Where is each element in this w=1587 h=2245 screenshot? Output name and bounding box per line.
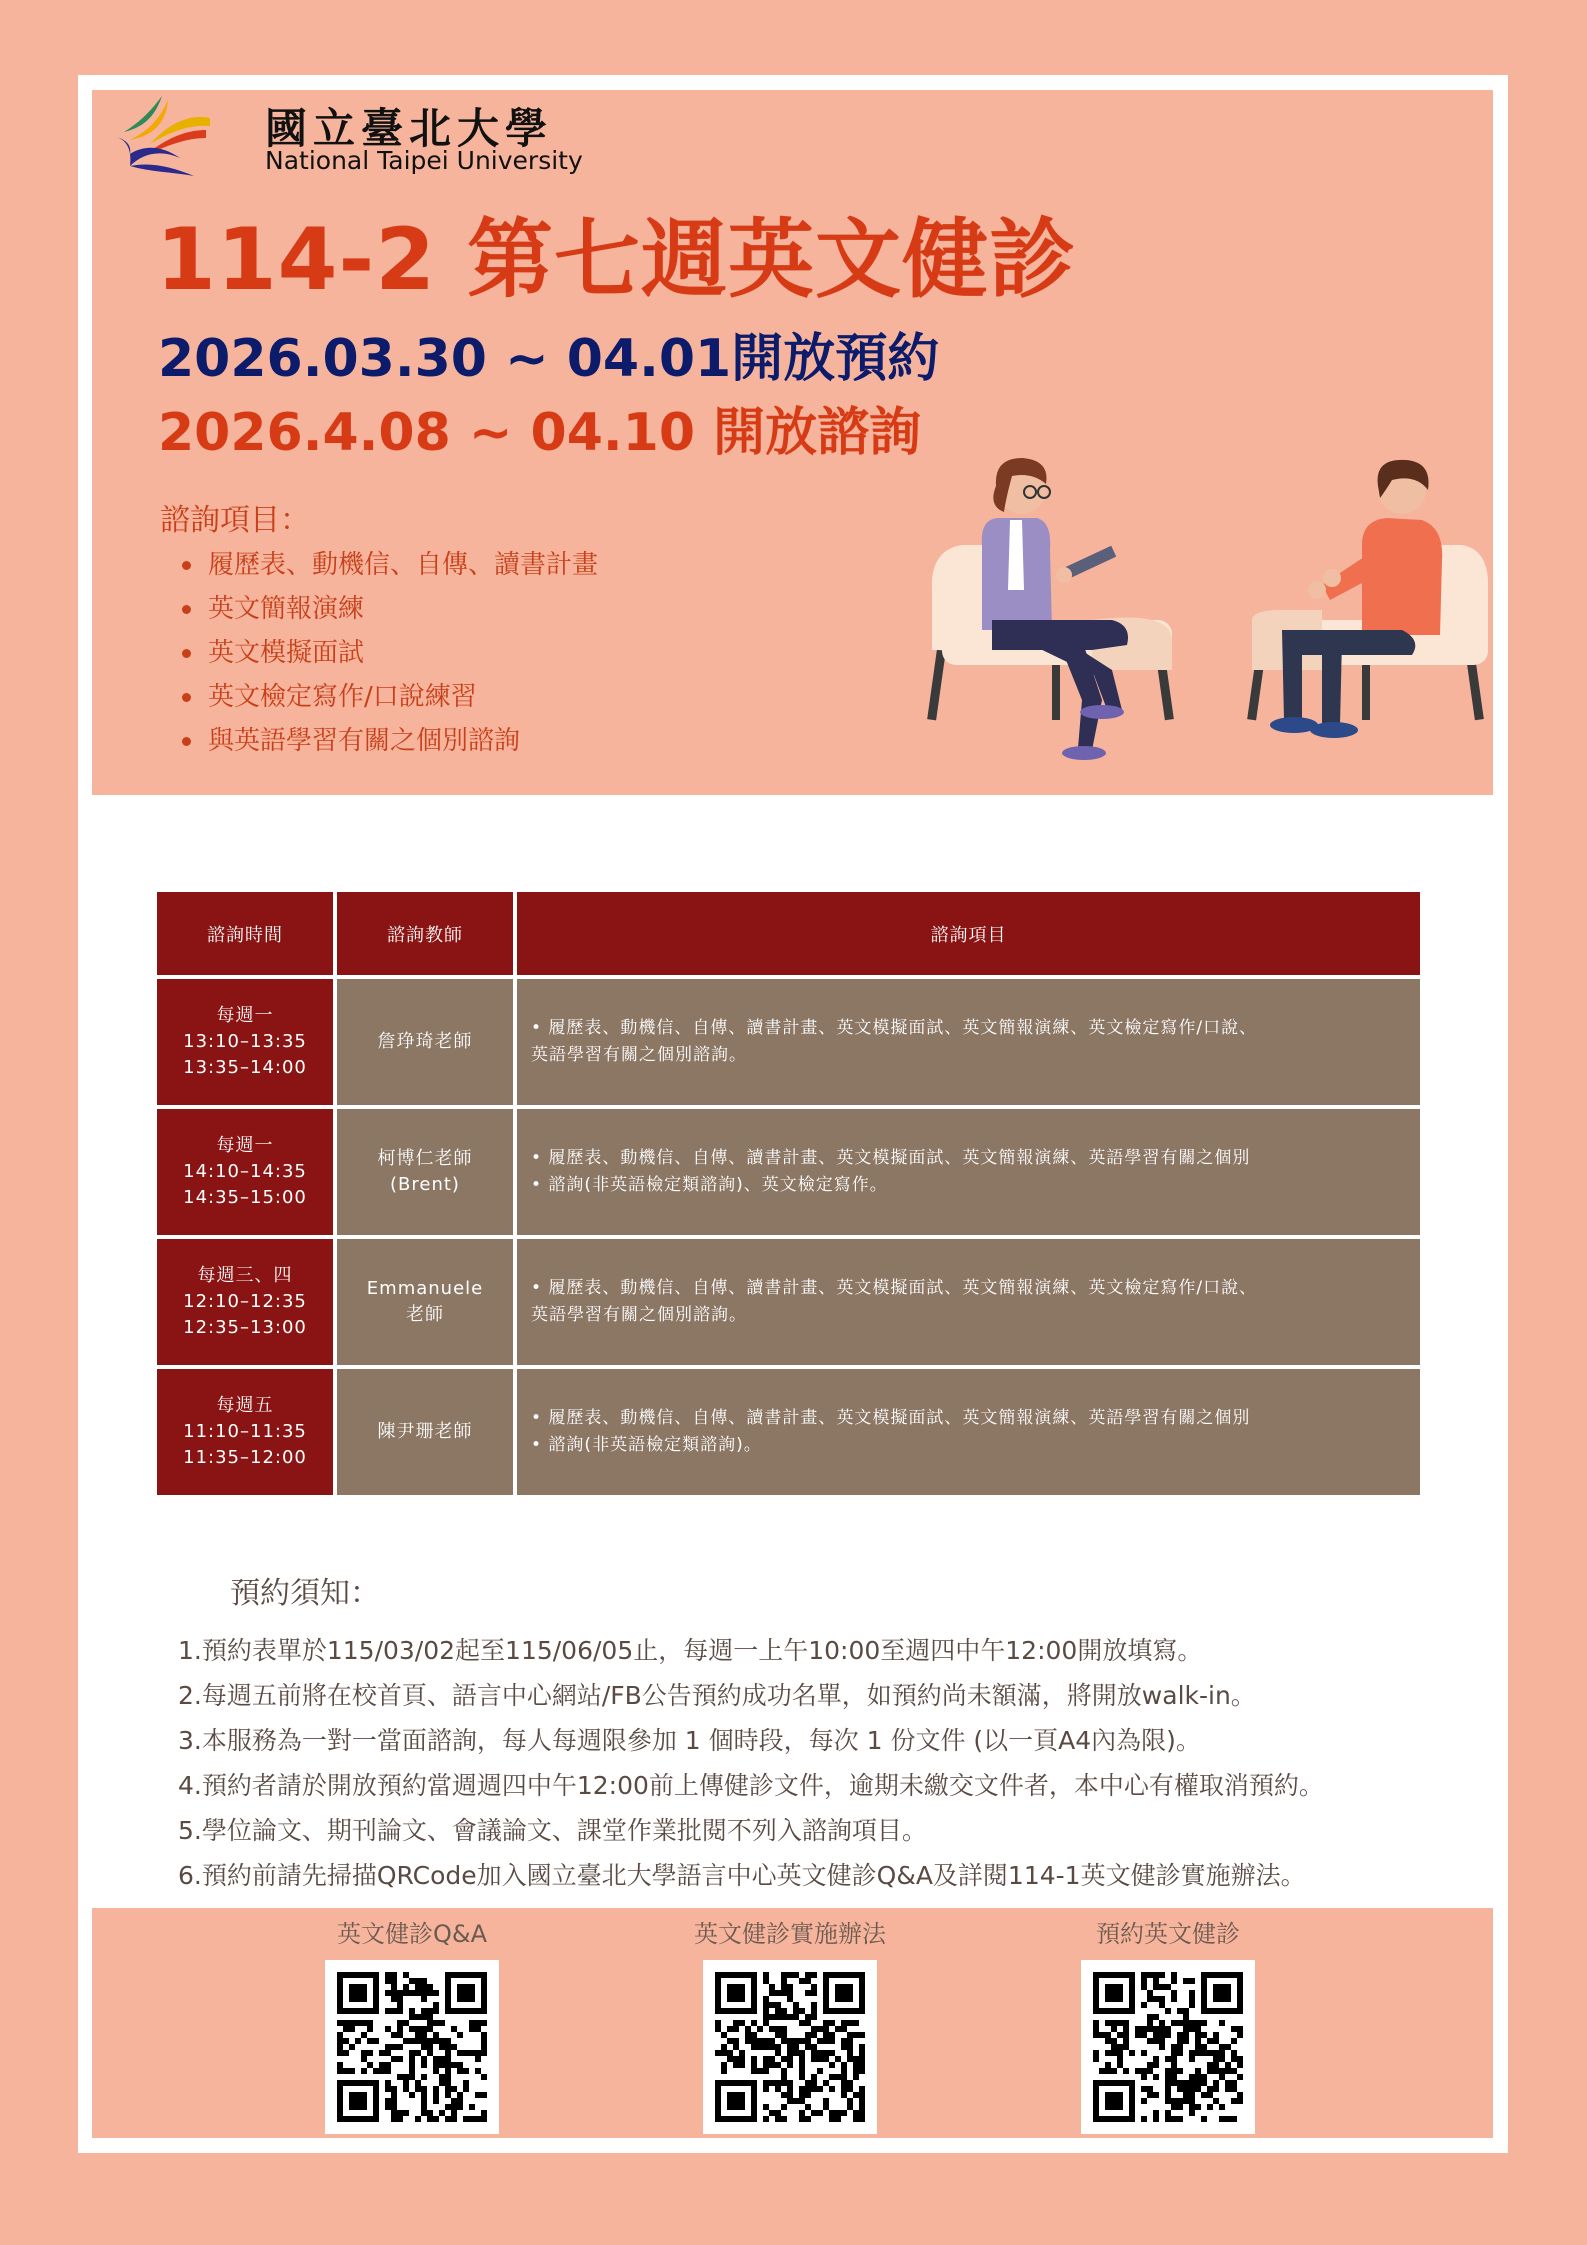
- teacher-cell: [337, 1239, 513, 1365]
- consultation-period: 2026.4.08 ~ 04.10 開放諮詢: [158, 403, 922, 463]
- time-slot: 13:10–13:35: [183, 1031, 307, 1052]
- schedule-table: [153, 888, 1424, 1499]
- consult-items-title: 諮詢項目：: [160, 503, 310, 538]
- qr-code-reserve[interactable]: [1081, 1960, 1255, 2134]
- time-cell: [157, 1239, 333, 1365]
- teacher-name: Emmanuele: [366, 1278, 484, 1299]
- time-slot: 13:35–14:00: [183, 1057, 307, 1078]
- note-item: 2.每週五前將在校首頁、語言中心網站/FB公告預約成功名單，如預約尚未額滿，將開放walk-in。: [178, 1681, 1256, 1710]
- qr-code-icon: [337, 1972, 487, 2122]
- qr-block-qa: [292, 1908, 532, 2134]
- logo-chinese-name: 國立臺北大學: [265, 104, 554, 153]
- item-line: • 履歷表、動機信、自傳、讀書計畫、英文模擬面試、英文簡報演練、英文檢定寫作/口說、: [531, 1018, 1258, 1038]
- time-slot: 12:35–13:00: [183, 1317, 307, 1338]
- teacher-name-extra: (Brent): [390, 1174, 460, 1195]
- qr-code-rules[interactable]: [703, 1960, 877, 2134]
- header-teacher: 諮詢教師: [337, 892, 513, 975]
- header-items: 諮詢項目: [517, 892, 1420, 975]
- table-header-row: [157, 892, 1420, 975]
- item-line: 英語學習有關之個別諮詢。: [531, 1305, 747, 1325]
- item-line: • 履歷表、動機信、自傳、讀書計畫、英文模擬面試、英文簡報演練、英語學習有關之個別: [531, 1408, 1251, 1428]
- consult-items-list: [182, 543, 598, 763]
- day-label: 每週一: [216, 1005, 274, 1026]
- time-slot: 14:10–14:35: [183, 1161, 307, 1182]
- logo-english-name: National Taipei University: [265, 146, 583, 175]
- teacher-name: 陳尹珊老師: [377, 1421, 473, 1442]
- consult-item: 英文模擬面試: [182, 631, 598, 675]
- items-cell: [517, 1369, 1420, 1495]
- qr-code-qa[interactable]: [325, 1960, 499, 2134]
- time-cell: [157, 1109, 333, 1235]
- consult-item: 英文檢定寫作/口說練習: [182, 675, 598, 719]
- header-time: 諮詢時間: [157, 892, 333, 975]
- page-title: 114-2 第七週英文健診: [156, 210, 1076, 310]
- qr-block-reserve: [1048, 1908, 1288, 2134]
- qr-label: 英文健診Q&A: [336, 1920, 488, 1948]
- time-cell: [157, 979, 333, 1105]
- item-line: • 履歷表、動機信、自傳、讀書計畫、英文模擬面試、英文簡報演練、英語學習有關之個別: [531, 1148, 1251, 1168]
- table-row: [157, 1239, 1420, 1365]
- table-row: [157, 979, 1420, 1105]
- university-emblem-icon: [110, 92, 210, 178]
- note-item: 1.預約表單於115/03/02起至115/06/05止，每週一上午10:00至週四中午12:00開放填寫。: [178, 1636, 1203, 1665]
- item-line: • 諮詢(非英語檢定類諮詢)、英文檢定寫作。: [531, 1175, 888, 1195]
- header-panel: [92, 90, 1493, 795]
- day-label: 每週五: [216, 1395, 274, 1416]
- item-line: • 諮詢(非英語檢定類諮詢)。: [531, 1435, 762, 1455]
- item-line: • 履歷表、動機信、自傳、讀書計畫、英文模擬面試、英文簡報演練、英文檢定寫作/口說、: [531, 1278, 1258, 1298]
- notes-list: [178, 1628, 1324, 1898]
- qr-code-icon: [1093, 1972, 1243, 2122]
- items-cell: [517, 1109, 1420, 1235]
- note-item: 6.預約前請先掃描QRCode加入國立臺北大學語言中心英文健診Q&A及詳閱114-1英文健診實施辦法。: [178, 1861, 1306, 1890]
- table-row: [157, 1369, 1420, 1495]
- qr-block-rules: [670, 1908, 910, 2134]
- teacher-name-extra: 老師: [406, 1304, 444, 1325]
- day-label: 每週三、四: [197, 1265, 293, 1286]
- items-cell: [517, 1239, 1420, 1365]
- qr-label: 預約英文健診: [1096, 1920, 1240, 1948]
- day-label: 每週一: [216, 1135, 274, 1156]
- teacher-name: 詹琤琦老師: [377, 1031, 473, 1052]
- qr-panel: [92, 1908, 1493, 2138]
- reservation-period: 2026.03.30 ~ 04.01開放預約: [158, 329, 940, 389]
- table-row: [157, 1109, 1420, 1235]
- note-item: 5.學位論文、期刊論文、會議論文、課堂作業批閱不列入諮詢項目。: [178, 1816, 927, 1845]
- time-slot: 14:35–15:00: [183, 1187, 307, 1208]
- consult-item: 英文簡報演練: [182, 587, 598, 631]
- time-slot: 11:10–11:35: [183, 1421, 307, 1442]
- consultation-illustration: [922, 450, 1493, 795]
- item-line: 英語學習有關之個別諮詢。: [531, 1045, 747, 1065]
- teacher-cell: [337, 1109, 513, 1235]
- qr-code-icon: [715, 1972, 865, 2122]
- consult-item: 履歷表、動機信、自傳、讀書計畫: [182, 543, 598, 587]
- time-cell: [157, 1369, 333, 1495]
- notes-title: 預約須知：: [230, 1576, 380, 1611]
- teacher-name: 柯博仁老師: [377, 1148, 473, 1169]
- consult-item: 與英語學習有關之個別諮詢: [182, 719, 598, 763]
- note-item: 4.預約者請於開放預約當週週四中午12:00前上傳健診文件，逾期未繳交文件者，本中心有權取消預約。: [178, 1771, 1324, 1800]
- time-slot: 11:35–12:00: [183, 1447, 307, 1468]
- university-logo: [110, 90, 640, 180]
- teacher-cell: [337, 979, 513, 1105]
- qr-label: 英文健診實施辦法: [694, 1920, 886, 1948]
- items-cell: [517, 979, 1420, 1105]
- teacher-cell: [337, 1369, 513, 1495]
- time-slot: 12:10–12:35: [183, 1291, 307, 1312]
- note-item: 3.本服務為一對一當面諮詢，每人每週限參加 1 個時段，每次 1 份文件 (以一頁A4內為限)。: [178, 1726, 1201, 1755]
